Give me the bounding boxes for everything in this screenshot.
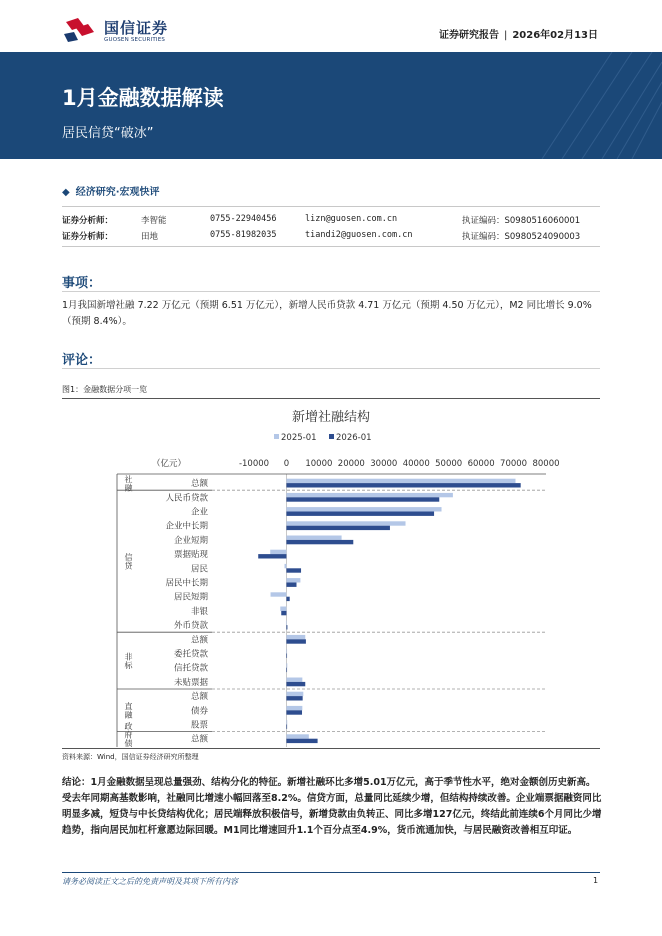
- bar-2026-01: [286, 739, 317, 743]
- comment-heading: 评论：: [62, 353, 102, 368]
- category-label: 总额: [190, 479, 208, 490]
- analyst-role: 证券分析师：: [62, 232, 114, 242]
- category-label: 债券: [190, 706, 208, 717]
- category-label: 居民中长期: [165, 578, 208, 589]
- bar-2026-01: [286, 597, 289, 601]
- bar-2025-01: [286, 493, 452, 497]
- bar-2025-01: [286, 536, 341, 540]
- guosen-logo-icon: [62, 16, 98, 44]
- bar-2026-01: [286, 710, 302, 714]
- event-heading-underline: [62, 291, 600, 292]
- footer-rule: [62, 872, 600, 873]
- disclaimer-note: 请务必阅读正文之后的免责声明及其项下所有内容: [62, 877, 238, 886]
- category-label: 外币贷款: [173, 621, 208, 632]
- group-label: 政府债: [124, 721, 133, 747]
- category-label: 委托贷款: [173, 649, 208, 660]
- category-label: 总额: [190, 635, 208, 646]
- legend-swatch-2026-01: [329, 434, 334, 439]
- bar-2026-01: [286, 540, 353, 544]
- bar-2025-01: [286, 578, 300, 582]
- bar-2025-01: [286, 678, 302, 682]
- figure-label: 图1：金融数据分项一览: [62, 385, 148, 394]
- bar-2025-01: [286, 720, 287, 724]
- event-text: 1月我国新增社融 7.22 万亿元（预期 6.51 万亿元），新增人民币贷款 4.71 万亿元（预期 4.50 万亿元），M2 同比增长 9.0%（预期 8.4%）。: [62, 300, 592, 327]
- analyst-phone: 0755-81982035: [210, 230, 277, 240]
- x-tick-label: -10000: [238, 459, 270, 469]
- legend-label: 2026-01: [336, 433, 372, 443]
- bar-2025-01: [270, 550, 286, 554]
- banner-decoration: [462, 52, 662, 159]
- event-heading: 事项：: [62, 276, 102, 291]
- analyst-role: 证券分析师：: [62, 216, 114, 226]
- bar-2025-01: [286, 621, 287, 625]
- legend-label: 2025-01: [281, 433, 317, 443]
- diamond-icon: ◆: [62, 187, 70, 198]
- report-title: 1月金融数据解读: [62, 86, 224, 110]
- category-label: 总额: [190, 734, 208, 745]
- category-label: 居民短期: [173, 592, 208, 603]
- report-date: 2026年02月13日: [512, 30, 598, 41]
- chart-canvas: [62, 399, 600, 747]
- bar-2026-01: [286, 725, 287, 729]
- figure-source: 资料来源：Wind，国信证券经济研究所整理: [62, 753, 199, 761]
- bar-2025-01: [286, 479, 515, 483]
- analyst-divider-bottom: [62, 246, 600, 247]
- figure-bottom-rule: [62, 748, 600, 749]
- axis-unit-label: （亿元）: [152, 459, 187, 469]
- top-bar: [0, 0, 662, 52]
- report-subtitle: 居民信贷“破冰”: [62, 126, 154, 141]
- guosen-logo: [62, 16, 190, 48]
- group-label: 信贷: [124, 552, 133, 571]
- x-tick-label: 80000: [532, 459, 560, 469]
- category-label: 票据贴现: [173, 550, 208, 561]
- report-type: 证券研究报告: [438, 30, 499, 41]
- category-label: 总额: [190, 692, 208, 703]
- social-financing-chart: [62, 399, 600, 747]
- bar-2025-01: [286, 521, 405, 525]
- legend-swatch-2025-01: [274, 434, 279, 439]
- x-tick-label: 50000: [435, 459, 463, 469]
- bar-2026-01: [286, 483, 520, 487]
- bar-2026-01: [286, 512, 434, 516]
- category-label: 股票: [190, 720, 208, 731]
- bar-2025-01: [286, 663, 287, 667]
- header-separator: |: [503, 30, 508, 41]
- bar-2026-01: [286, 583, 296, 587]
- x-tick-label: 40000: [402, 459, 430, 469]
- report-category: [62, 183, 160, 198]
- bar-2026-01: [286, 526, 389, 530]
- bar-2026-01: [286, 682, 305, 686]
- x-tick-label: 70000: [500, 459, 528, 469]
- category-label: 信托贷款: [173, 663, 208, 674]
- bar-2026-01: [286, 696, 302, 700]
- bar-2025-01: [286, 649, 287, 653]
- bar-2025-01: [286, 507, 441, 511]
- report-type-and-date: [439, 26, 598, 41]
- bar-2025-01: [271, 592, 287, 596]
- x-tick-label: 0: [283, 459, 290, 469]
- category-label: 人民币贷款: [165, 493, 208, 504]
- category-label: 非银: [190, 606, 208, 617]
- category-label: 居民: [190, 564, 208, 575]
- logo-english-name: GUOSEN SECURITIES: [104, 37, 166, 43]
- bar-2026-01: [286, 668, 287, 672]
- category-label: 未贴票据: [173, 677, 208, 688]
- analyst-divider-top: [62, 206, 600, 207]
- analyst-name: 田地: [141, 232, 159, 242]
- bar-2025-01: [280, 607, 286, 611]
- group-label: 社融: [124, 474, 133, 493]
- category-label: 经济研究·宏观快评: [75, 187, 160, 198]
- bar-2026-01: [286, 497, 439, 501]
- bar-2026-01: [281, 611, 286, 615]
- bar-2025-01: [286, 706, 302, 710]
- analyst-name: 李智能: [141, 216, 167, 226]
- analyst-row: [62, 230, 602, 244]
- group-label: 非标: [124, 652, 133, 670]
- bar-2026-01: [258, 554, 286, 558]
- comment-heading-underline: [62, 368, 600, 369]
- page-number: 1: [593, 876, 599, 885]
- analyst-phone: 0755-22940456: [210, 214, 277, 224]
- title-banner: [0, 52, 662, 159]
- x-tick-label: 20000: [337, 459, 365, 469]
- bar-2025-01: [286, 734, 308, 738]
- bar-2026-01: [286, 625, 287, 629]
- analyst-cert: 执证编码：S0980524090003: [462, 232, 581, 242]
- x-tick-label: 10000: [305, 459, 333, 469]
- chart-title: 新增社融结构: [291, 410, 371, 425]
- analyst-email[interactable]: lizn@guosen.com.cn: [305, 214, 398, 224]
- x-tick-label: 60000: [467, 459, 495, 469]
- category-label: 企业: [190, 507, 208, 518]
- category-label: 企业中长期: [165, 521, 208, 532]
- analyst-row: [62, 214, 602, 228]
- conclusion-text: 结论：1月金融数据呈现总量强劲、结构分化的特征。新增社融环比多增5.01万亿元，高于季节性水平，绝对金额创历史新高。受去年同期高基数影响，社融同比增速小幅回落至8.2%。信贷方面，总量同比延续少增，但结构持续改善。企业端票据融资同比明显多减，短贷与中长贷结构优化；居民端释放积极信号，新增贷款由负转正、同比多增127亿元，终结此前连续6个月同比少增趋势，指向居民加杠杆意愿边际回暖。M1同比增速回升1.1个百分点至4.9%，货币流通加快，与居民融资改善相互印证。: [62, 777, 602, 836]
- bar-2025-01: [286, 635, 305, 639]
- bar-2025-01: [284, 564, 286, 568]
- logo-chinese-name: 国信证券: [104, 19, 169, 37]
- bar-2025-01: [286, 692, 303, 696]
- analyst-cert: 执证编码：S0980516060001: [462, 216, 581, 226]
- bar-2026-01: [286, 654, 287, 658]
- group-label: 直融: [124, 702, 133, 720]
- bar-2026-01: [286, 568, 301, 572]
- x-tick-label: 30000: [370, 459, 398, 469]
- bar-2026-01: [286, 639, 305, 643]
- category-label: 企业短期: [173, 535, 208, 546]
- analyst-email[interactable]: tiandi2@guosen.com.cn: [305, 230, 413, 240]
